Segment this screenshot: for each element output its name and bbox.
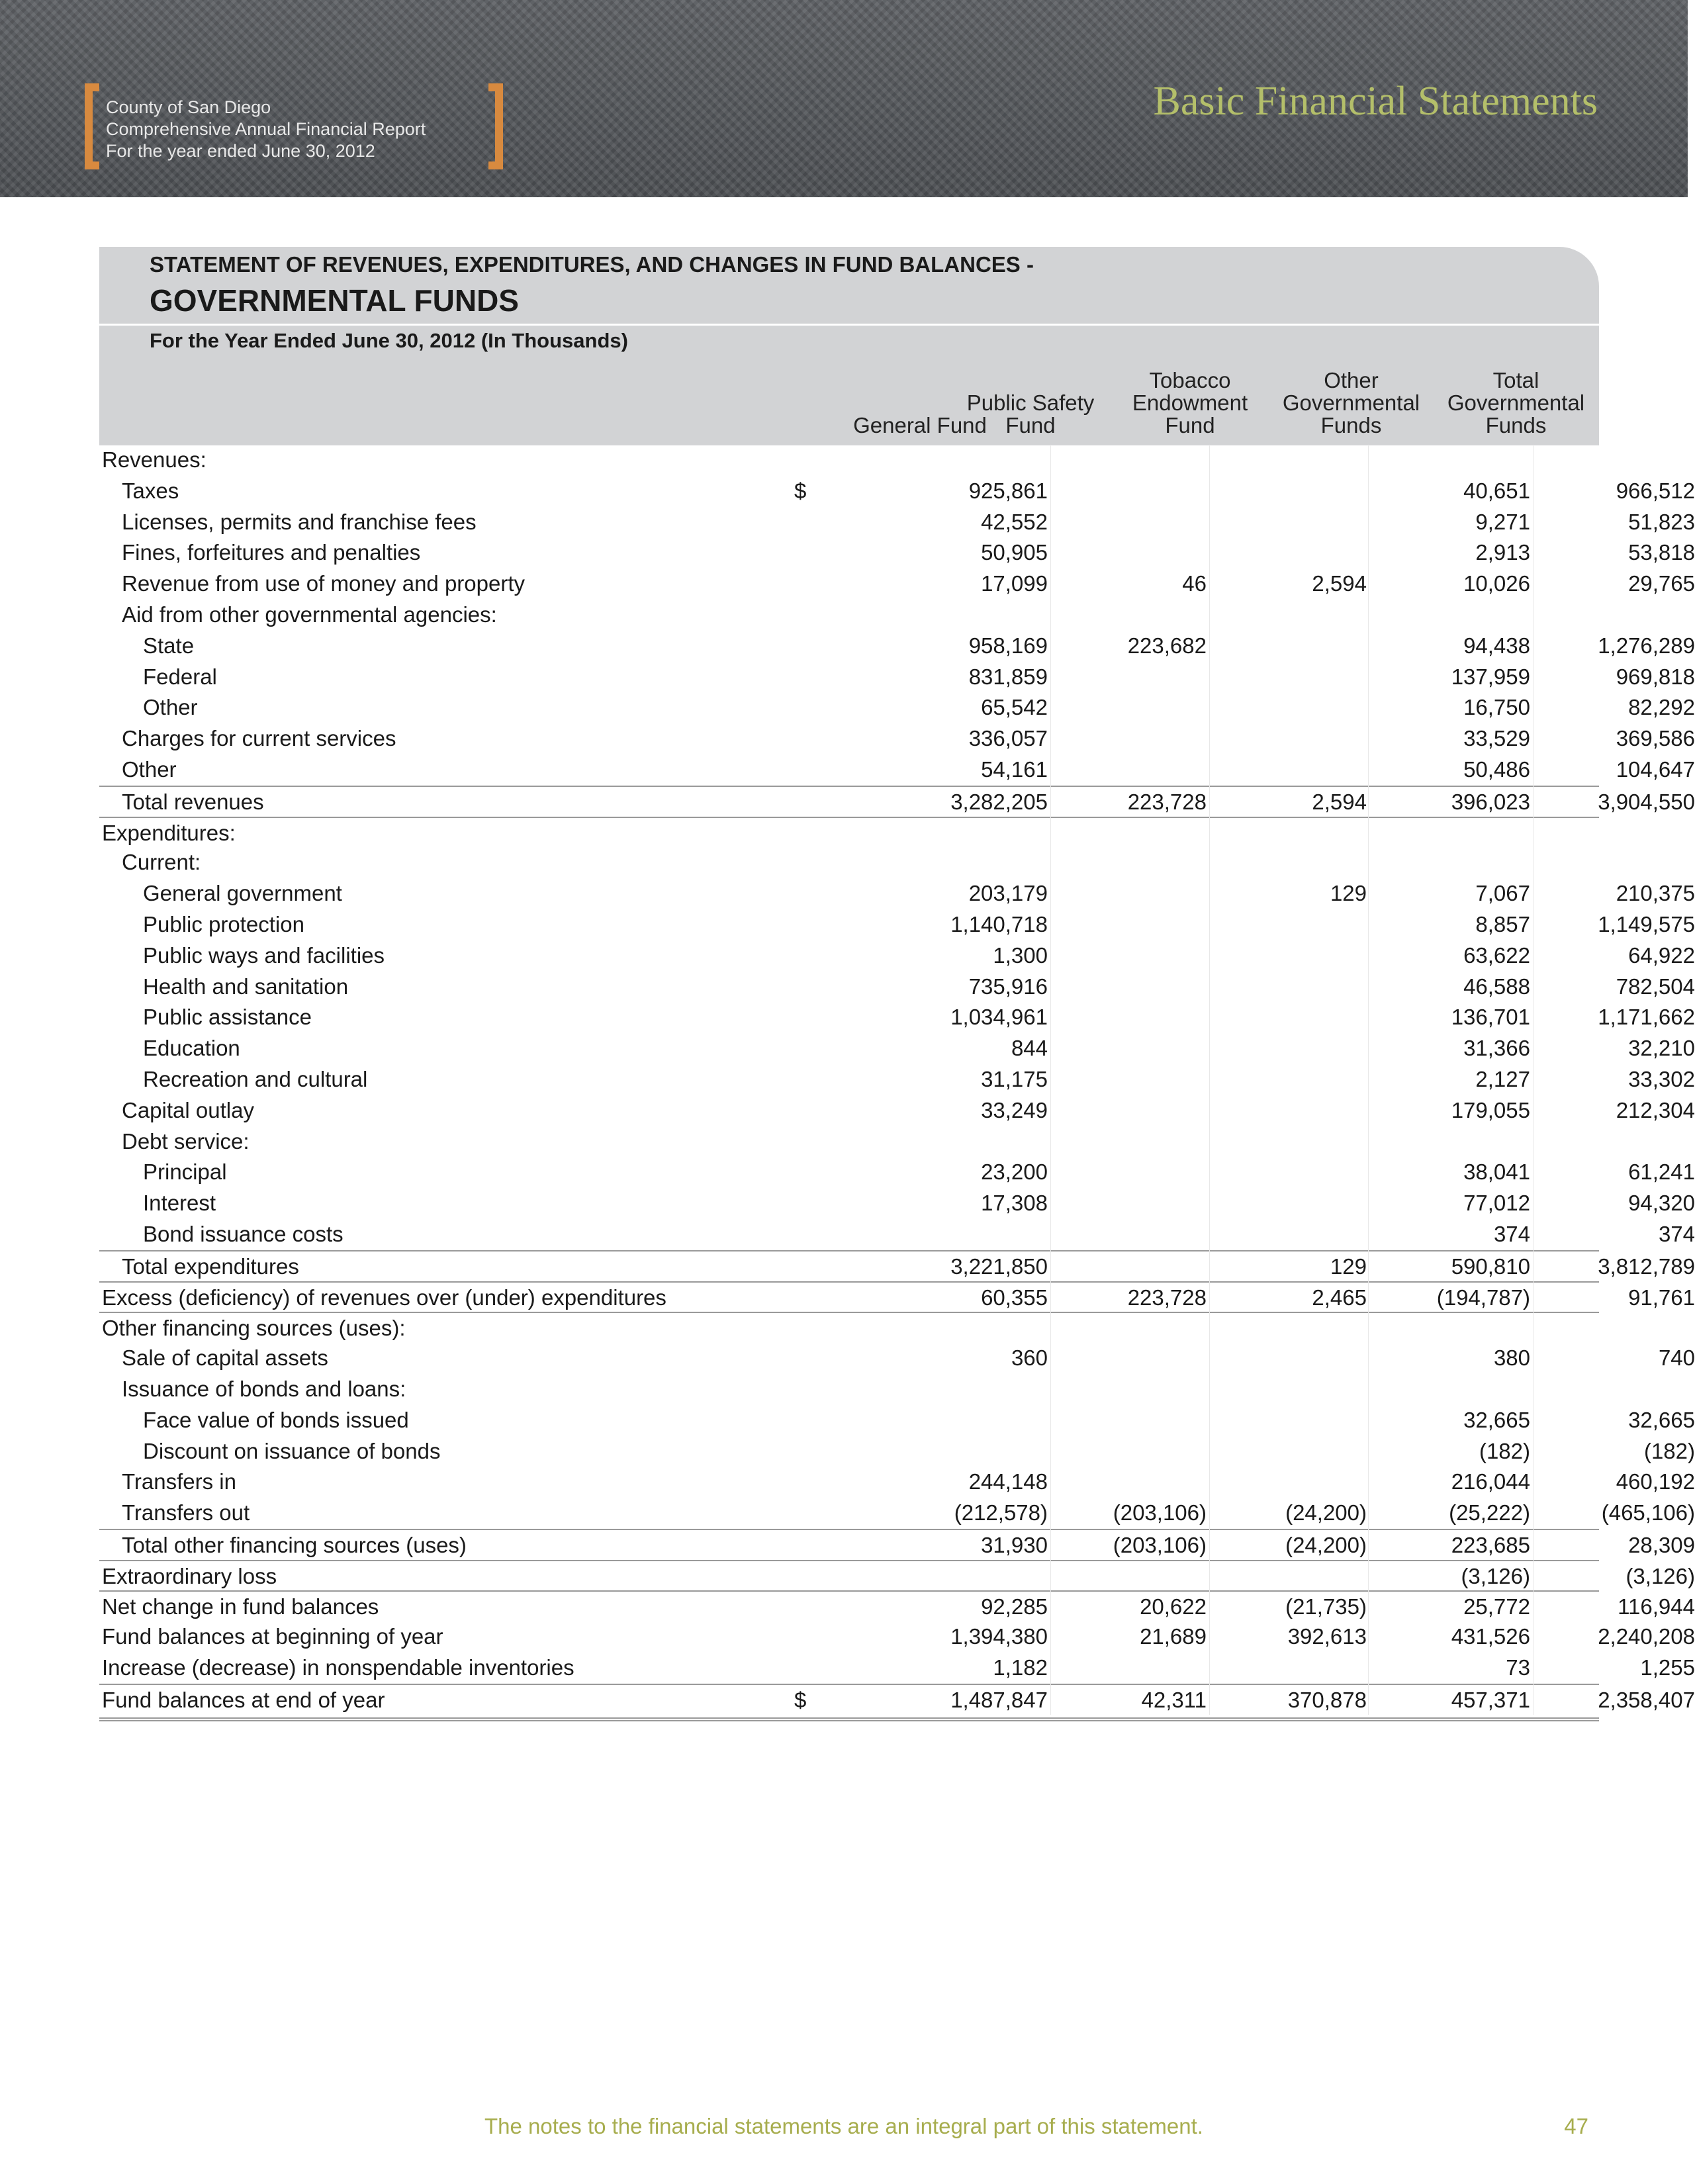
table-row [99,1560,1695,1591]
row-label: Expenditures: [102,820,236,845]
row-label: Other [143,695,198,720]
value-cell: 216,044 [1451,1469,1530,1494]
value-cell: 64,922 [1628,942,1695,968]
value-cell: 1,140,718 [950,911,1048,936]
value-cell: 223,682 [1127,633,1207,658]
row-label: Current: [122,850,201,875]
table-row [99,1064,1695,1095]
row-label: Excess (deficiency) of revenues over (under) expenditures [102,1285,666,1310]
table-row [99,1529,1695,1560]
value-cell: 20,622 [1140,1594,1207,1619]
value-cell: 9,271 [1475,509,1530,534]
value-cell: (182) [1643,1438,1695,1463]
value-cell: 844 [1011,1036,1048,1061]
row-label: Fines, forfeitures and penalties [122,540,421,565]
table-row [99,1188,1695,1219]
row-label: Discount on issuance of bonds [143,1438,441,1463]
value-cell: 2,465 [1312,1285,1367,1310]
column-header-line: Funds [1320,413,1382,437]
table-row [99,1684,1695,1715]
value-cell: 94,320 [1628,1191,1695,1216]
row-label: Sale of capital assets [122,1345,328,1371]
value-cell: 457,371 [1451,1687,1530,1712]
row-label: Public assistance [143,1005,312,1030]
value-cell: 23,200 [981,1160,1048,1185]
statement-header [99,247,1599,445]
table-row [99,878,1695,909]
value-cell: 1,276,289 [1598,633,1695,658]
value-cell: 1,171,662 [1598,1005,1695,1030]
value-cell: 223,685 [1451,1532,1530,1557]
value-cell: 2,913 [1475,540,1530,565]
table-row [99,631,1695,662]
table-row [99,662,1695,693]
value-cell: 740 [1658,1345,1695,1371]
column-header-line: Funds [1485,413,1547,437]
value-cell: 42,552 [981,509,1048,534]
value-cell: 3,812,789 [1598,1253,1695,1279]
row-label: Public ways and facilities [143,942,385,968]
column-header-line: Tobacco [1149,368,1231,392]
column-separator [1533,445,1534,1715]
value-cell: 63,622 [1463,942,1530,968]
value-cell: 831,859 [968,664,1048,689]
table-row [99,972,1695,1003]
value-cell: 46 [1182,571,1207,596]
financial-table [99,445,1695,1715]
value-cell: 116,944 [1618,1594,1695,1619]
value-cell: 966,512 [1616,478,1695,503]
value-cell: 374 [1658,1221,1695,1246]
value-cell: 28,309 [1628,1532,1695,1557]
report-name: Comprehensive Annual Financial Report [106,119,426,139]
value-cell: 17,099 [981,571,1048,596]
value-cell: 735,916 [968,974,1048,999]
row-label: Total revenues [122,789,264,814]
value-cell: 431,526 [1451,1624,1530,1649]
value-cell: 17,308 [981,1191,1048,1216]
value-cell: 92,285 [981,1594,1048,1619]
table-row [99,1405,1695,1436]
column-header-line: Fund [1165,413,1215,437]
column-header-line: Other [1324,368,1379,392]
table-row [99,817,1599,848]
value-cell: (24,200) [1285,1500,1367,1525]
table-row [99,909,1695,940]
value-cell: 360 [1011,1345,1048,1371]
report-period: For the year ended June 30, 2012 [106,141,375,161]
row-label: Education [143,1036,240,1061]
value-cell: 203,179 [968,881,1048,906]
row-label: Taxes [122,478,179,503]
table-row [99,1157,1695,1188]
table-row [99,754,1695,786]
value-cell: 1,149,575 [1598,911,1695,936]
value-cell: 16,750 [1463,695,1530,720]
table-row [99,692,1695,723]
table-row [99,1374,1599,1405]
value-cell: 94,438 [1463,633,1530,658]
table-row [99,1312,1599,1343]
header-divider [99,324,1599,326]
table-row [99,847,1599,878]
table-row [99,507,1695,538]
row-label: Recreation and cultural [143,1066,368,1091]
value-cell: 32,210 [1628,1036,1695,1061]
table-row [99,1033,1695,1064]
value-cell: (212,578) [954,1500,1048,1525]
value-cell: 396,023 [1451,789,1530,814]
table-row [99,940,1695,972]
row-label: Principal [143,1160,227,1185]
column-header-line: Governmental [1282,390,1420,415]
column-header-line: Endowment [1132,390,1248,415]
value-cell: 369,586 [1616,726,1695,751]
column-header-line: General Fund [853,413,987,437]
value-cell: 91,761 [1628,1285,1695,1310]
row-label: General government [143,881,342,906]
value-cell: 2,594 [1312,571,1367,596]
table-row [99,1219,1695,1250]
column-separator [1368,445,1369,1715]
page-number: 47 [1564,2114,1588,2138]
row-label: Health and sanitation [143,974,349,999]
table-row [99,1095,1695,1126]
row-label: Other [122,756,177,782]
statement-subtitle: GOVERNMENTAL FUNDS [150,283,519,318]
footer-note: The notes to the financial statements are an integral part of this statement. [484,2114,1203,2138]
row-label: Other financing sources (uses): [102,1316,406,1341]
value-cell: 31,930 [981,1532,1048,1557]
value-cell: 104,647 [1616,756,1695,782]
value-cell: 29,765 [1628,571,1695,596]
row-label: Transfers in [122,1469,236,1494]
value-cell: 51,823 [1628,509,1695,534]
section-title: Basic Financial Statements [1153,79,1598,124]
row-label: Transfers out [122,1500,250,1525]
value-cell: (24,200) [1285,1532,1367,1557]
header-banner [0,0,1688,197]
table-row [99,1436,1695,1467]
report-entity: County of San Diego [106,97,271,117]
value-cell: 7,067 [1475,881,1530,906]
statement-title: STATEMENT OF REVENUES, EXPENDITURES, AND CHANGES IN FUND BALANCES - [150,252,1034,277]
value-cell: 392,613 [1287,1624,1367,1649]
row-label: Licenses, permits and franchise fees [122,509,477,534]
value-cell: 129 [1330,1253,1367,1279]
row-label: Charges for current services [122,726,396,751]
column-header-line: Public Safety [966,390,1095,415]
value-cell: 380 [1493,1345,1530,1371]
column-separator [1050,445,1051,1715]
dollar-sign: $ [794,1687,807,1712]
table-row [99,1653,1695,1684]
column-header-other-governmental-funds [1271,369,1431,437]
value-cell: 590,810 [1451,1253,1530,1279]
value-cell: 32,665 [1463,1407,1530,1432]
statement-period: For the Year Ended June 30, 2012 (In Thousands) [150,329,628,352]
value-cell: 32,665 [1628,1407,1695,1432]
row-label: Fund balances at end of year [102,1687,385,1712]
row-label: Bond issuance costs [143,1221,344,1246]
value-cell: 782,504 [1616,974,1695,999]
row-label: Revenue from use of money and property [122,571,526,596]
value-cell: 46,588 [1463,974,1530,999]
value-cell: 25,772 [1463,1594,1530,1619]
value-cell: 136,701 [1451,1005,1530,1030]
row-label: Increase (decrease) in nonspendable inventories [102,1655,574,1680]
value-cell: 244,148 [968,1469,1048,1494]
value-cell: 2,358,407 [1598,1687,1695,1712]
row-label: Debt service: [122,1128,250,1154]
value-cell: 33,302 [1628,1066,1695,1091]
value-cell: 969,818 [1616,664,1695,689]
table-row [99,1498,1695,1529]
value-cell: 33,529 [1463,726,1530,751]
row-label: Interest [143,1191,216,1216]
value-cell: 21,689 [1140,1624,1207,1649]
value-cell: (3,126) [1461,1563,1530,1588]
value-cell: 336,057 [968,726,1048,751]
report-info [106,97,503,162]
value-cell: 31,175 [981,1066,1048,1091]
value-cell: 223,728 [1127,1285,1207,1310]
value-cell: 374 [1493,1221,1530,1246]
row-label: Extraordinary loss [102,1563,277,1588]
row-label: Total other financing sources (uses) [122,1532,467,1557]
value-cell: 33,249 [981,1097,1048,1122]
value-cell: 60,355 [981,1285,1048,1310]
table-final-double-rule [99,1717,1599,1721]
table-row [99,1002,1695,1033]
value-cell: (3,126) [1626,1563,1695,1588]
column-header-public-safety-fund [953,392,1108,437]
value-cell: 50,905 [981,540,1048,565]
table-row [99,1250,1695,1281]
dollar-sign: $ [794,478,807,503]
value-cell: (194,787) [1436,1285,1530,1310]
value-cell: 958,169 [968,633,1048,658]
row-label: Issuance of bonds and loans: [122,1376,406,1401]
column-header-line: Fund [1005,413,1056,437]
value-cell: 3,221,850 [950,1253,1048,1279]
table-row [99,1126,1599,1158]
table-row [99,1621,1695,1653]
column-header-line: Total [1492,368,1539,392]
value-cell: (465,106) [1601,1500,1695,1525]
value-cell: 3,282,205 [950,789,1048,814]
column-header-tobacco-endowment-fund [1113,369,1267,437]
value-cell: (203,106) [1113,1500,1207,1525]
table-row [99,445,1599,476]
table-row [99,537,1695,569]
table-row [99,1590,1695,1621]
row-label: Public protection [143,911,304,936]
table-row [99,1281,1695,1312]
value-cell: 54,161 [981,756,1048,782]
value-cell: 1,394,380 [950,1624,1048,1649]
row-label: State [143,633,195,658]
row-label: Revenues: [102,447,206,472]
value-cell: (21,735) [1285,1594,1367,1619]
value-cell: 61,241 [1628,1160,1695,1185]
value-cell: 1,487,847 [950,1687,1048,1712]
value-cell: 1,034,961 [950,1005,1048,1030]
value-cell: 2,240,208 [1598,1624,1695,1649]
value-cell: 42,311 [1141,1687,1207,1712]
row-label: Net change in fund balances [102,1594,379,1619]
column-separator [1209,445,1210,1715]
value-cell: 925,861 [968,478,1048,503]
value-cell: (203,106) [1113,1532,1207,1557]
row-label: Aid from other governmental agencies: [122,602,497,627]
value-cell: 8,857 [1475,911,1530,936]
row-label: Face value of bonds issued [143,1407,409,1432]
value-cell: 2,594 [1312,789,1367,814]
table-row [99,569,1695,600]
value-cell: 38,041 [1463,1160,1530,1185]
value-cell: 50,486 [1463,756,1530,782]
value-cell: 210,375 [1616,881,1695,906]
row-label: Capital outlay [122,1097,254,1122]
value-cell: 10,026 [1463,571,1530,596]
value-cell: 2,127 [1475,1066,1530,1091]
value-cell: 460,192 [1616,1469,1695,1494]
row-label: Total expenditures [122,1253,299,1279]
value-cell: 31,366 [1463,1036,1530,1061]
column-header-total-governmental-funds [1436,369,1596,437]
table-row [99,1467,1695,1498]
value-cell: 77,012 [1463,1191,1530,1216]
value-cell: 137,959 [1451,664,1530,689]
value-cell: 53,818 [1628,540,1695,565]
value-cell: 1,255 [1640,1655,1695,1680]
value-cell: 1,182 [993,1655,1048,1680]
column-header-line: Governmental [1447,390,1585,415]
value-cell: 40,651 [1463,478,1530,503]
table-row [99,476,1695,507]
value-cell: (25,222) [1449,1500,1530,1525]
value-cell: 1,300 [993,942,1048,968]
table-row [99,600,1599,631]
value-cell: 3,904,550 [1598,789,1695,814]
value-cell: 179,055 [1451,1097,1530,1122]
table-row [99,1343,1695,1374]
table-row [99,723,1695,754]
value-cell: 129 [1330,881,1367,906]
left-bracket-ornament [85,83,99,169]
value-cell: 65,542 [981,695,1048,720]
value-cell: 223,728 [1127,789,1207,814]
value-cell: 82,292 [1628,695,1695,720]
row-label: Federal [143,664,217,689]
table-row [99,786,1695,817]
value-cell: 73 [1506,1655,1530,1680]
value-cell: 370,878 [1287,1687,1367,1712]
value-cell: (182) [1479,1438,1530,1463]
row-label: Fund balances at beginning of year [102,1624,443,1649]
value-cell: 212,304 [1616,1097,1695,1122]
